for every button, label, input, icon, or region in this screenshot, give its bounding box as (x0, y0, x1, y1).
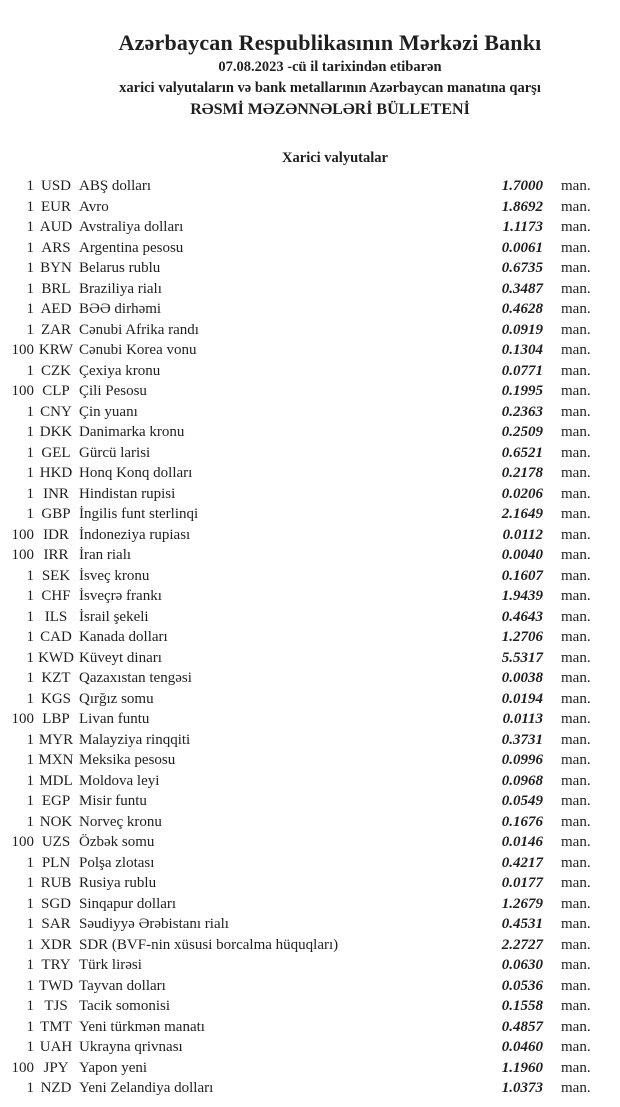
rate-unit: man. (561, 711, 591, 727)
bulletin-name: RƏSMİ MƏZƏNNƏLƏRİ BÜLLETENİ (190, 101, 470, 118)
currency-code: IDR (43, 526, 69, 543)
rate-quantity: 1 (26, 875, 34, 891)
rate-quantity: 1 (26, 670, 34, 686)
rate-unit: man. (561, 793, 591, 809)
rate-quantity: 100 (11, 526, 34, 543)
currency-code: NZD (40, 1080, 72, 1096)
currency-name: Cənubi Afrika randı (79, 321, 199, 338)
currency-code: TWD (38, 977, 74, 994)
rate-unit: man. (561, 1039, 591, 1055)
bulletin-header (40, 29, 620, 120)
currency-code: KZT (41, 670, 71, 686)
rate-row (0, 853, 620, 874)
rate-unit: man. (561, 629, 591, 645)
rate-quantity: 1 (26, 813, 34, 830)
currency-code: TMT (40, 1018, 72, 1035)
currency-name: Səudiyyə Ərəbistanı rialı (79, 916, 229, 932)
rate-value: 1.2679 (501, 895, 543, 912)
currency-code: RUB (40, 875, 72, 891)
currency-name: İsrail şekeli (79, 608, 149, 625)
rate-quantity: 1 (26, 424, 34, 440)
rate-quantity: 1 (26, 485, 34, 502)
bank-title: Azərbaycan Respublikasının Mərkəzi Bankı (118, 30, 542, 55)
rate-value: 0.0113 (502, 711, 543, 727)
rate-row (0, 1078, 620, 1099)
rate-unit: man. (561, 895, 591, 912)
rate-unit: man. (561, 998, 591, 1014)
currency-name: Braziliya rialı (79, 280, 162, 297)
currency-code: BYN (40, 260, 72, 276)
rate-quantity: 1 (26, 219, 34, 235)
currency-code: TJS (44, 998, 68, 1014)
currency-code: TRY (41, 957, 71, 973)
currency-code: MYR (38, 731, 74, 748)
rate-value: 0.0177 (501, 875, 543, 891)
rate-unit: man. (561, 526, 591, 543)
rate-value: 0.0630 (501, 957, 543, 973)
rate-value: 0.4643 (501, 608, 543, 625)
rate-value: 0.0771 (501, 362, 543, 379)
rate-row (0, 648, 620, 669)
rate-unit: man. (561, 301, 591, 317)
rate-quantity: 1 (26, 1080, 34, 1096)
rate-row (0, 996, 620, 1017)
rate-row (0, 668, 620, 689)
rate-row (0, 402, 620, 423)
currency-code: LBP (42, 711, 70, 727)
currency-code: IRR (43, 547, 69, 563)
rate-unit: man. (561, 403, 591, 420)
currency-name: Belarus rublu (79, 260, 161, 276)
rate-unit: man. (561, 916, 591, 932)
rate-value: 0.6735 (501, 260, 543, 276)
currency-name: Yapon yeni (79, 1059, 148, 1076)
currency-code: XDR (40, 936, 72, 953)
rate-unit: man. (561, 485, 591, 502)
rate-quantity: 1 (26, 588, 34, 604)
rate-value: 0.0040 (501, 547, 543, 563)
rate-row (0, 586, 620, 607)
rate-row (0, 1058, 620, 1079)
currency-name: ABŞ dolları (79, 178, 152, 194)
rate-quantity: 100 (11, 1059, 34, 1076)
rate-quantity: 1 (26, 936, 34, 953)
rate-row (0, 443, 620, 464)
rate-unit: man. (561, 547, 591, 563)
currency-code: EGP (41, 793, 71, 809)
rate-quantity: 1 (26, 506, 34, 522)
currency-code: KWD (38, 649, 74, 666)
rate-value: 0.0919 (501, 321, 543, 338)
currency-name: Argentina pesosu (79, 239, 184, 256)
currency-name: Qazaxıstan tengəsi (79, 670, 192, 686)
rate-quantity: 1 (26, 465, 34, 481)
rate-row (0, 812, 620, 833)
rate-quantity: 1 (26, 649, 34, 666)
rate-value: 0.0206 (501, 485, 543, 502)
rate-quantity: 1 (26, 362, 34, 379)
rate-quantity: 1 (26, 301, 34, 317)
currency-code: CNY (40, 403, 72, 420)
rate-row (0, 381, 620, 402)
rate-row (0, 361, 620, 382)
currency-code: SGD (40, 895, 71, 912)
rate-row (0, 873, 620, 894)
currency-code: DKK (39, 424, 73, 440)
rate-value: 0.0536 (501, 977, 543, 994)
currency-name: Norveç kronu (79, 813, 162, 830)
rate-quantity: 1 (26, 957, 34, 973)
currency-code: EUR (41, 198, 71, 215)
rate-unit: man. (561, 198, 591, 215)
rate-unit: man. (561, 690, 591, 707)
rate-row (0, 525, 620, 546)
currency-name: İsveçrə frankı (79, 588, 162, 604)
rate-quantity: 1 (26, 854, 34, 871)
rate-value: 1.9439 (501, 588, 543, 604)
currency-name: Meksika pesosu (79, 752, 176, 768)
rate-row (0, 545, 620, 566)
rate-row (0, 689, 620, 710)
rate-quantity: 1 (26, 444, 34, 461)
currency-code: SEK (41, 567, 71, 584)
currency-name: Sinqapur dolları (79, 895, 177, 912)
rate-unit: man. (561, 772, 591, 789)
currency-name: Moldova leyi (79, 772, 160, 789)
currency-name: Özbək somu (79, 834, 155, 850)
currency-code: NOK (39, 813, 73, 830)
currency-code: BRL (41, 280, 71, 297)
rate-value: 0.0194 (501, 690, 543, 707)
rate-unit: man. (561, 178, 591, 194)
rate-unit: man. (561, 957, 591, 973)
rate-quantity: 1 (26, 916, 34, 932)
rate-quantity: 1 (26, 178, 34, 194)
rate-value: 1.1960 (501, 1059, 543, 1076)
currency-code: KRW (38, 342, 74, 358)
currency-name: İngilis funt sterlinqi (79, 506, 199, 522)
currency-name: BƏƏ dirhəmi (79, 301, 162, 317)
rate-row (0, 422, 620, 443)
currency-name: İsveç kronu (79, 567, 150, 584)
currency-name: SDR (BVF-nin xüsusi borcalma hüquqları) (79, 936, 339, 953)
rate-unit: man. (561, 444, 591, 461)
rate-value: 0.4531 (501, 916, 543, 932)
currency-name: Yeni türkmən manatı (79, 1018, 205, 1035)
rate-value: 0.1558 (501, 998, 543, 1014)
rate-value: 0.2509 (501, 424, 543, 440)
rate-value: 0.3731 (501, 731, 543, 748)
currency-name: Cənubi Korea vonu (79, 342, 197, 358)
rate-quantity: 100 (11, 834, 34, 850)
rate-unit: man. (561, 649, 591, 666)
rate-row (0, 935, 620, 956)
rate-row (0, 771, 620, 792)
currency-code: KGS (40, 690, 71, 707)
rate-row (0, 832, 620, 853)
currency-name: İndoneziya rupiası (79, 526, 191, 543)
rate-value: 0.0112 (502, 526, 543, 543)
rate-row (0, 217, 620, 238)
rate-unit: man. (561, 608, 591, 625)
rate-value: 0.0038 (501, 670, 543, 686)
rate-value: 0.2363 (501, 403, 543, 420)
rate-row (0, 340, 620, 361)
rate-value: 0.4217 (501, 854, 543, 871)
rate-quantity: 1 (26, 260, 34, 276)
currency-code: GBP (41, 506, 71, 522)
rate-row (0, 258, 620, 279)
rate-value: 0.2178 (501, 465, 543, 481)
currency-name: Danimarka kronu (79, 424, 185, 440)
currency-name: Malayziya rinqqiti (79, 731, 191, 748)
rate-row (0, 791, 620, 812)
rate-row (0, 730, 620, 751)
rate-unit: man. (561, 362, 591, 379)
rate-value: 0.1304 (501, 342, 543, 358)
rate-value: 0.0061 (501, 239, 543, 256)
currency-name: Gürcü larisi (79, 444, 151, 461)
effective-date-line: 07.08.2023 -cü il tarixindən etibarən (218, 59, 442, 75)
currency-name: Yeni Zelandiya dolları (79, 1080, 214, 1096)
currency-code: CAD (40, 629, 72, 645)
rate-row (0, 320, 620, 341)
currency-name: Tacik somonisi (79, 998, 171, 1014)
rate-unit: man. (561, 977, 591, 994)
currency-code: CZK (41, 362, 71, 379)
rate-row (0, 1017, 620, 1038)
rate-value: 0.0968 (501, 772, 543, 789)
rate-unit: man. (561, 260, 591, 276)
rate-row (0, 566, 620, 587)
currency-name: Hindistan rupisi (79, 485, 176, 502)
rate-unit: man. (561, 239, 591, 256)
rate-unit: man. (561, 567, 591, 584)
rate-row (0, 484, 620, 505)
rate-unit: man. (561, 280, 591, 297)
rate-quantity: 100 (11, 547, 34, 563)
rate-value: 0.0549 (501, 793, 543, 809)
currency-code: MDL (39, 772, 73, 789)
currency-code: USD (40, 178, 71, 194)
rate-unit: man. (561, 731, 591, 748)
currency-code: GEL (41, 444, 71, 461)
rate-quantity: 1 (26, 239, 34, 256)
rate-value: 1.7000 (501, 178, 543, 194)
exchange-rates-table (0, 176, 620, 1099)
rate-quantity: 1 (26, 772, 34, 789)
currency-name: Ukrayna qrivnası (79, 1039, 183, 1055)
rate-unit: man. (561, 219, 591, 235)
currency-name: Honq Konq dolları (79, 465, 193, 481)
rate-unit: man. (561, 670, 591, 686)
rate-value: 0.0460 (501, 1039, 543, 1055)
rate-row (0, 750, 620, 771)
rate-unit: man. (561, 321, 591, 338)
currency-code: ZAR (41, 321, 71, 338)
currency-name: Çili Pesosu (79, 383, 147, 399)
rate-row (0, 607, 620, 628)
rate-quantity: 1 (26, 998, 34, 1014)
currency-name: Misir funtu (79, 793, 147, 809)
currency-code: UAH (39, 1039, 73, 1055)
currency-code: MXN (38, 752, 74, 768)
currency-code: UZS (41, 834, 71, 850)
rate-value: 0.4628 (501, 301, 543, 317)
currency-code: INR (43, 485, 69, 502)
currency-code: SAR (41, 916, 71, 932)
rate-value: 0.4857 (501, 1018, 543, 1035)
rate-unit: man. (561, 1059, 591, 1076)
rate-quantity: 1 (26, 793, 34, 809)
currency-code: PLN (41, 854, 71, 871)
rate-unit: man. (561, 588, 591, 604)
rate-row (0, 299, 620, 320)
rate-unit: man. (561, 506, 591, 522)
currency-name: Avro (79, 198, 109, 215)
rate-quantity: 1 (26, 198, 34, 215)
currency-code: CLP (42, 383, 70, 399)
currency-name: Livan funtu (79, 711, 150, 727)
rate-unit: man. (561, 854, 591, 871)
rate-unit: man. (561, 834, 591, 850)
rate-quantity: 100 (11, 711, 34, 727)
rate-quantity: 1 (26, 977, 34, 994)
rate-row (0, 894, 620, 915)
currency-name: Kanada dolları (79, 629, 168, 645)
rate-row (0, 1037, 620, 1058)
rate-value: 0.0996 (501, 752, 543, 768)
rate-value: 2.1649 (501, 506, 543, 522)
currency-name: İran rialı (79, 547, 132, 563)
rate-value: 1.0373 (501, 1080, 543, 1096)
currency-name: Qırğız somu (79, 690, 154, 707)
rate-row (0, 176, 620, 197)
rate-row (0, 955, 620, 976)
rate-row (0, 627, 620, 648)
rate-quantity: 1 (26, 629, 34, 645)
currency-code: ILS (44, 608, 68, 625)
rate-value: 5.5317 (501, 649, 543, 666)
rate-unit: man. (561, 752, 591, 768)
rate-quantity: 1 (26, 321, 34, 338)
rate-value: 0.6521 (501, 444, 543, 461)
currency-name: Çin yuanı (79, 403, 138, 420)
rate-quantity: 1 (26, 1039, 34, 1055)
rate-row (0, 279, 620, 300)
rate-value: 0.0146 (501, 834, 543, 850)
rate-value: 0.1676 (501, 813, 543, 830)
rate-row (0, 504, 620, 525)
rate-value: 0.1607 (501, 567, 543, 584)
rate-value: 1.1173 (502, 219, 543, 235)
rate-quantity: 1 (26, 567, 34, 584)
currency-code: HKD (39, 465, 73, 481)
currency-code: CHF (41, 588, 71, 604)
rate-value: 1.8692 (501, 198, 543, 215)
rate-row (0, 976, 620, 997)
rate-quantity: 1 (26, 752, 34, 768)
section-title-foreign-currencies: Xarici valyutalar (282, 150, 388, 166)
rate-row (0, 914, 620, 935)
rate-quantity: 1 (26, 608, 34, 625)
currency-name: Tayvan dolları (79, 977, 166, 994)
currency-code: JPY (43, 1059, 69, 1076)
currency-name: Avstraliya dolları (79, 219, 184, 235)
rate-unit: man. (561, 424, 591, 440)
currency-name: Çexiya kronu (79, 362, 161, 379)
rate-quantity: 1 (26, 731, 34, 748)
rate-quantity: 100 (11, 342, 34, 358)
rate-quantity: 1 (26, 403, 34, 420)
rate-quantity: 1 (26, 895, 34, 912)
rate-row (0, 709, 620, 730)
rate-unit: man. (561, 465, 591, 481)
rate-unit: man. (561, 383, 591, 399)
rate-unit: man. (561, 813, 591, 830)
rate-quantity: 1 (26, 690, 34, 707)
rate-quantity: 1 (26, 1018, 34, 1035)
currency-name: Rusiya rublu (79, 875, 157, 891)
rate-unit: man. (561, 342, 591, 358)
rate-value: 0.1995 (501, 383, 543, 399)
rate-row (0, 238, 620, 259)
rate-unit: man. (561, 875, 591, 891)
rate-value: 2.2727 (501, 936, 543, 953)
currency-name: Türk lirəsi (79, 957, 142, 973)
rate-unit: man. (561, 1080, 591, 1096)
currency-code: AUD (39, 219, 73, 235)
currency-name: Küveyt dinarı (79, 649, 162, 666)
rate-unit: man. (561, 936, 591, 953)
rate-value: 1.2706 (501, 629, 543, 645)
currency-code: AED (40, 301, 72, 317)
rate-row (0, 463, 620, 484)
currency-name: Polşa zlotası (79, 854, 155, 871)
rate-quantity: 1 (26, 280, 34, 297)
rate-quantity: 100 (11, 383, 34, 399)
currency-code: ARS (41, 239, 71, 256)
rate-row (0, 197, 620, 218)
rate-unit: man. (561, 1018, 591, 1035)
rate-value: 0.3487 (501, 280, 543, 297)
bulletin-subtitle: xarici valyutaların və bank metallarının Azərbaycan manatına qarşı (119, 80, 541, 96)
